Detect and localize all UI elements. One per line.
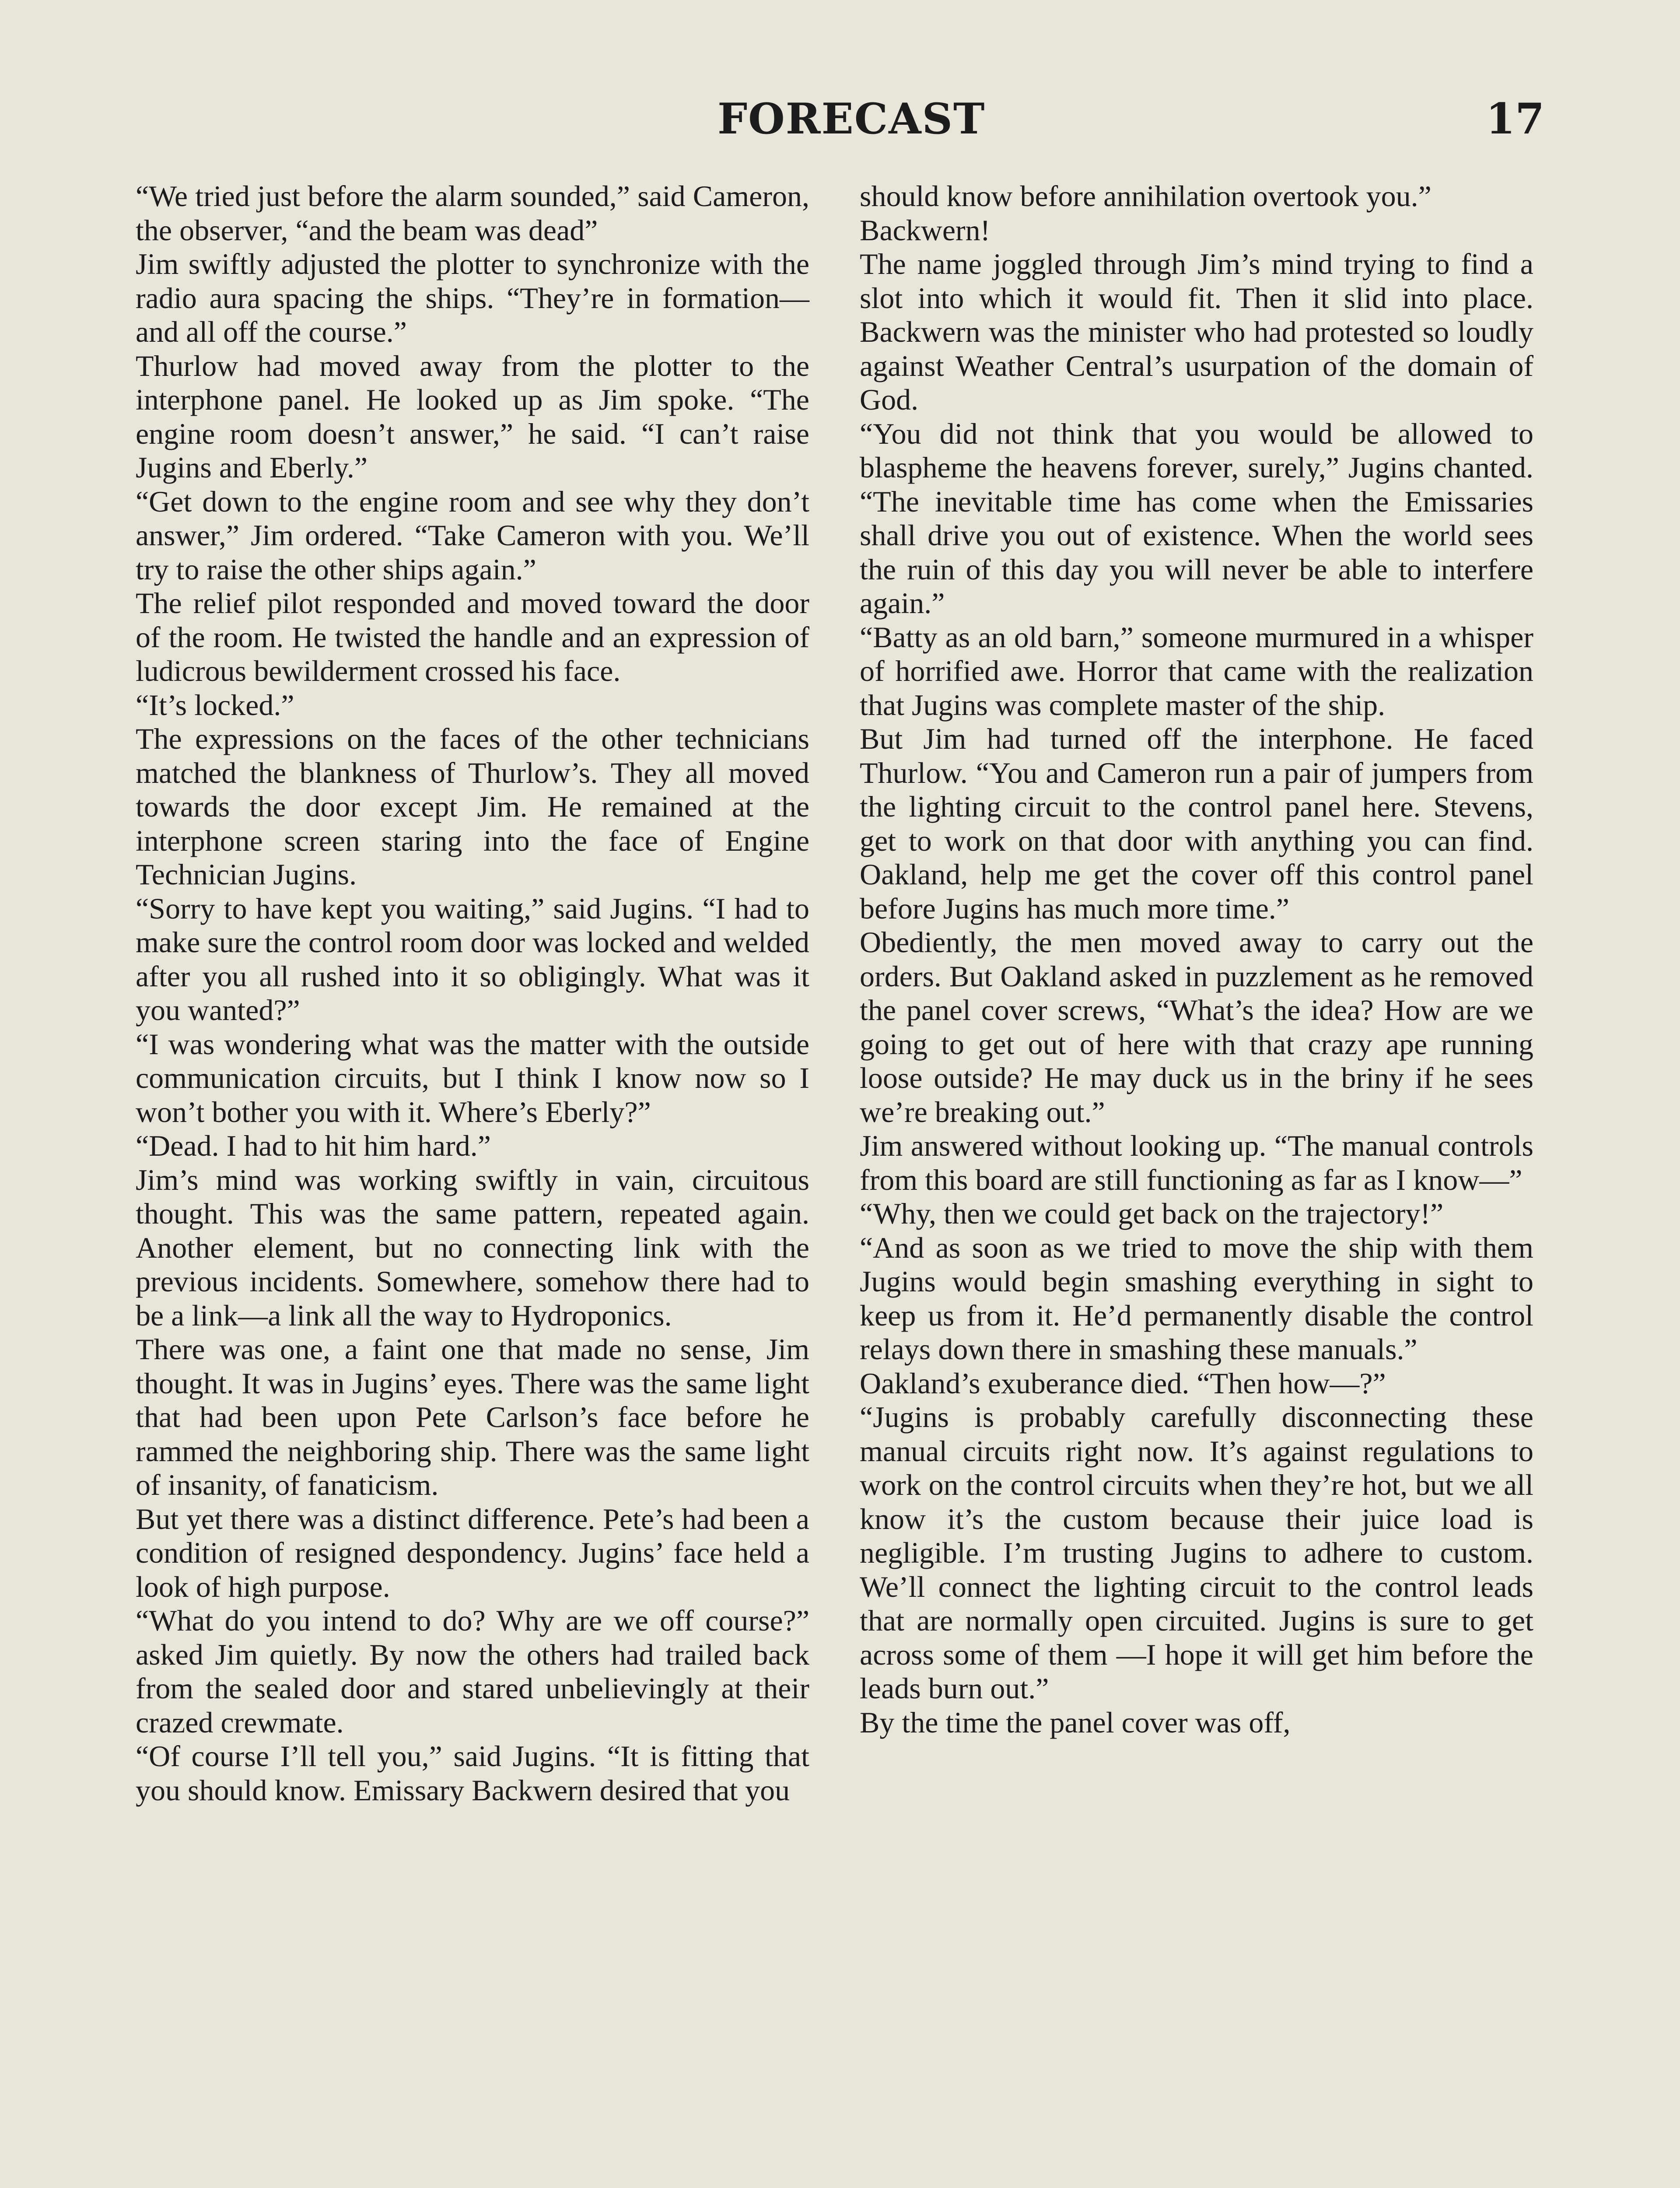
paragraph: “Jugins is probably carefully disconnecting these manual circuits right now. It’s against regulations to work on the control circuits when they’re hot, but we all know it’s the custom because their juice load is negligible. I’m trusting Jugins to adhere to custom. We’ll connect the lighting circuit to the control leads that are normally open circuited. Jugins is sure to get across some of them —I hope it will get him before the leads burn out.” [860, 1400, 1533, 1705]
paragraph: The name joggled through Jim’s mind trying to find a slot into which it would fit. Then it slid into place. Backwern was the minister who had protested so loudly against Weather Central’s usurpation of the domain of God. [860, 247, 1533, 416]
paragraph: By the time the panel cover was off, [860, 1705, 1291, 1739]
paragraph: Jim swiftly adjusted the plotter to synchronize with the radio aura spacing the ships. “They’re in formation—and all off the course.” [136, 247, 809, 348]
left-text-column [136, 179, 809, 1807]
paragraph: “Get down to the engine room and see why they don’t answer,” Jim ordered. “Take Cameron with you. We’ll try to raise the other ships again.” [136, 484, 809, 586]
paragraph: “What do you intend to do? Why are we off course?” asked Jim quietly. By now the others had trailed back from the sealed door and stared unbelievingly at their crazed crewmate. [136, 1604, 809, 1739]
paragraph: “Sorry to have kept you waiting,” said Jugins. “I had to make sure the control room door was locked and welded after you all rushed into it so obligingly. What was it you wanted?” [136, 891, 809, 1027]
paragraph: “Dead. I had to hit him hard.” [136, 1129, 491, 1162]
page-number: 17 [1486, 94, 1544, 144]
paragraph: Thurlow had moved away from the plotter to the interphone panel. He looked up as Jim spoke. “The engine room doesn’t answer,” he said. “I can’t raise Jugins and Eberly.” [136, 349, 809, 484]
paragraph: Obediently, the men moved away to carry out the orders. But Oakland asked in puzzlement as he removed the panel cover screws, “What’s the idea? How are we going to get out of here with that crazy ape running loose outside? He may duck us in the briny if he sees we’re breaking out.” [860, 926, 1533, 1129]
running-title: FORECAST [718, 94, 986, 144]
paragraph: The expressions on the faces of the other technicians matched the blankness of Thurlow’s. They all moved towards the door except Jim. He remained at the interphone screen staring into the face of Engine Technician Jugins. [136, 722, 809, 891]
page-header [438, 94, 1575, 155]
paragraph: Jim’s mind was working swiftly in vain, circuitous thought. This was the same pattern, repeated again. Another element, but no connecting link with the previous incidents. Somewhere, somehow there had to be a link—a link all the way to Hydroponics. [136, 1163, 809, 1332]
paragraph: Jim answered without looking up. “The manual controls from this board are still functioning as far as I know—” [860, 1129, 1533, 1196]
paragraph: “You did not think that you would be allowed to blaspheme the heavens forever, surely,” Jugins chanted. “The inevitable time has come when the Emissaries shall drive you out of existence. When the world sees the ruin of this day you will never be able to interfere again.” [860, 417, 1533, 620]
paragraph: But Jim had turned off the interphone. He faced Thurlow. “You and Cameron run a pair of jumpers from the lighting circuit to the control panel here. Stevens, get to work on that door with anything you can find. Oakland, help me get the cover off this control panel before Jugins has much more time.” [860, 722, 1533, 925]
paragraph: “And as soon as we tried to move the ship with them Jugins would begin smashing everything in sight to keep us from it. He’d permanently disable the control relays down there in smashing these manuals.” [860, 1231, 1533, 1366]
right-text-column [860, 179, 1533, 1739]
paragraph: “We tried just before the alarm sounded,” said Cameron, the observer, “and the beam was dead” [136, 179, 809, 247]
paragraph: “Batty as an old barn,” someone murmured in a whisper of horrified awe. Horror that came with the realization that Jugins was complete master of the ship. [860, 620, 1533, 722]
paragraph: Backwern! [860, 213, 990, 247]
paragraph: “It’s locked.” [136, 688, 294, 722]
paragraph: Oakland’s exuberance died. “Then how—?” [860, 1366, 1386, 1400]
paragraph: There was one, a faint one that made no sense, Jim thought. It was in Jugins’ eyes. There was the same light that had been upon Pete Carlson’s face before he rammed the neighboring ship. There was the same light of insanity, of fanaticism. [136, 1332, 809, 1501]
paragraph: “Why, then we could get back on the trajectory!” [860, 1197, 1444, 1230]
paragraph: “I was wondering what was the matter with the outside communication circuits, but I think I know now so I won’t bother you with it. Where’s Eberly?” [136, 1027, 809, 1129]
paragraph: “Of course I’ll tell you,” said Jugins. “It is fitting that you should know. Emissary Backwern desired that you [136, 1739, 809, 1807]
paragraph: should know before annihilation overtook you.” [860, 179, 1432, 213]
paragraph: But yet there was a distinct difference. Pete’s had been a condition of resigned despondency. Jugins’ face held a look of high purpose. [136, 1502, 809, 1603]
paragraph: The relief pilot responded and moved toward the door of the room. He twisted the handle and an expression of ludicrous bewilderment crossed his face. [136, 586, 809, 687]
